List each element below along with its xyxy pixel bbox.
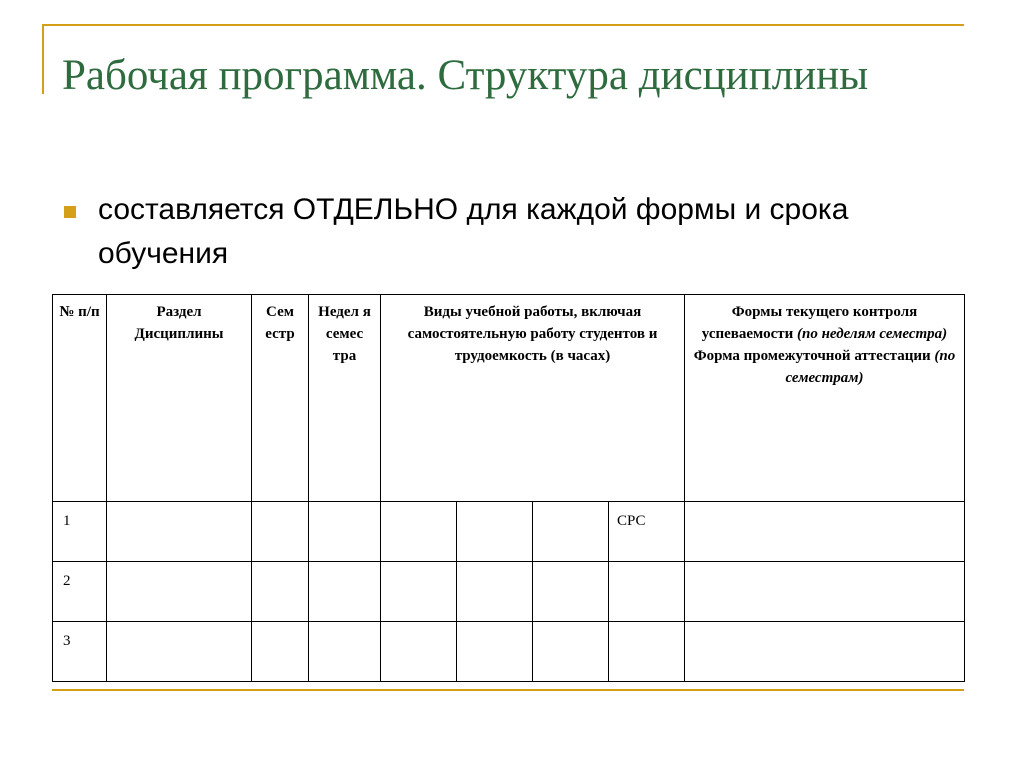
table-cell — [685, 502, 965, 562]
header-control-interim-note: (по семестрам) — [785, 348, 956, 386]
table-cell — [457, 562, 533, 622]
table-cell — [309, 562, 381, 622]
table-cell — [533, 622, 609, 682]
table-row — [53, 562, 965, 622]
row-number: 2 — [53, 562, 107, 622]
table-cell — [252, 502, 309, 562]
discipline-structure-table — [52, 294, 965, 682]
table-cell — [107, 502, 252, 562]
table-row — [53, 502, 965, 562]
table-cell — [107, 622, 252, 682]
bullet-text: составляется ОТДЕЛЬНО для каждой формы и срока обучения — [98, 193, 849, 270]
table-cell — [457, 502, 533, 562]
table-cell — [609, 622, 685, 682]
table-cell — [685, 562, 965, 622]
table-header-row — [53, 295, 965, 502]
table-cell — [533, 562, 609, 622]
square-bullet-icon — [64, 206, 76, 218]
bottom-accent-rule — [52, 689, 964, 691]
header-control-current: Формы текущего контроля успеваемости — [701, 304, 918, 342]
table-cell — [252, 562, 309, 622]
table-cell — [381, 622, 457, 682]
table-cell — [309, 622, 381, 682]
header-work-types: Виды учебной работы, включая самостоятельную работу студентов и трудоемкость (в часах) — [381, 295, 685, 502]
row-number: 3 — [53, 622, 107, 682]
row-number: 1 — [53, 502, 107, 562]
header-number: № п/п — [53, 295, 107, 502]
table-cell — [107, 562, 252, 622]
table-cell — [252, 622, 309, 682]
table-cell-srs: СРС — [609, 502, 685, 562]
table-cell — [381, 502, 457, 562]
table-cell — [381, 562, 457, 622]
header-control-current-note: (по неделям семестра) — [797, 326, 948, 342]
table-cell — [457, 622, 533, 682]
top-accent-rule — [42, 24, 964, 26]
header-week: Недел я семес тра — [309, 295, 381, 502]
left-accent-rule — [42, 24, 44, 94]
header-control-interim: Форма промежуточной аттестации — [693, 348, 935, 364]
table-cell — [609, 562, 685, 622]
bullet-item — [62, 188, 962, 276]
header-semester: Сем естр — [252, 295, 309, 502]
table-row — [53, 622, 965, 682]
slide-title: Рабочая программа. Структура дисциплины — [62, 52, 869, 99]
header-control-forms — [685, 295, 965, 502]
header-section: Раздел Дисциплины — [107, 295, 252, 502]
table-cell — [309, 502, 381, 562]
table-cell — [685, 622, 965, 682]
table-cell — [533, 502, 609, 562]
